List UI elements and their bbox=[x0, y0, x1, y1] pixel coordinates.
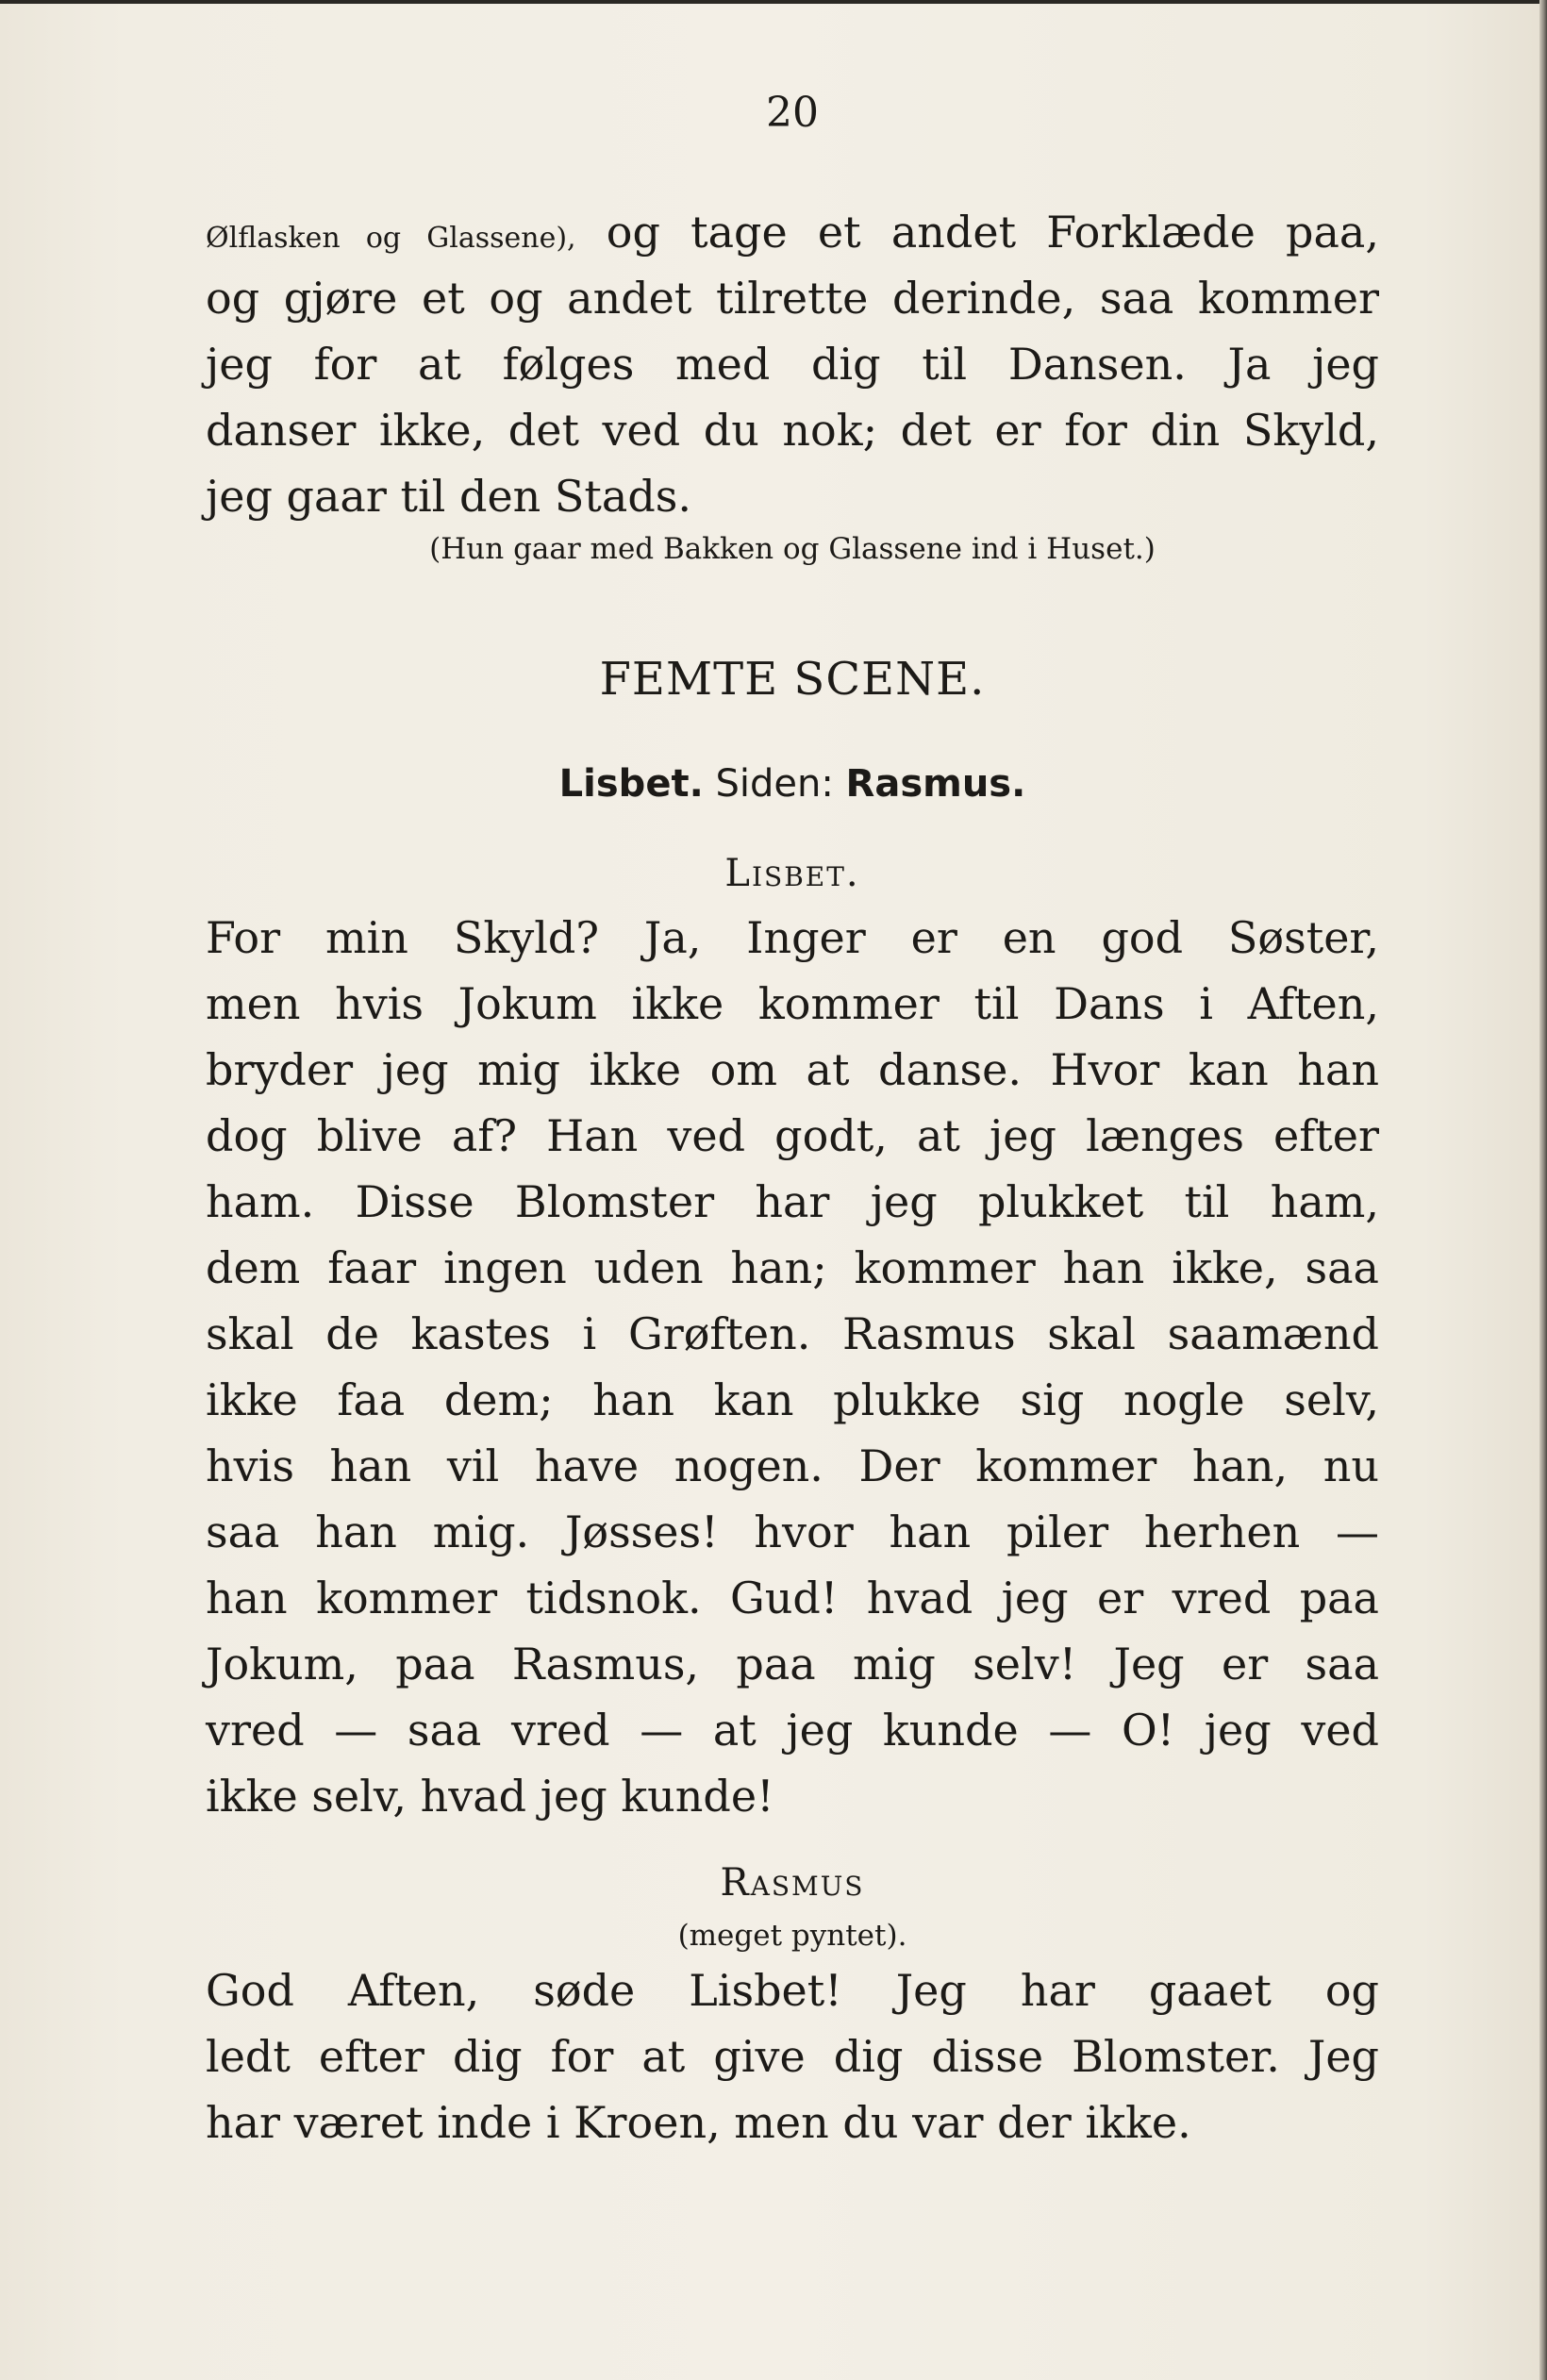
speech-line: skal de kastes i Grøften. Rasmus skal saamænd bbox=[206, 1308, 1379, 1359]
speech-line: saa han mig. Jøsses! hvor han piler herhen — bbox=[206, 1506, 1379, 1557]
speech-line: vred — saa vred — at jeg kunde — O! jeg ved bbox=[206, 1705, 1379, 1756]
opening-line-1 bbox=[206, 204, 1379, 267]
speech-line: har været inde i Kroen, men du var der ikke. bbox=[206, 2097, 1191, 2148]
speech-line: Jokum, paa Rasmus, paa mig selv! Jeg er saa bbox=[206, 1639, 1379, 1689]
opening-line-3: jeg for at følges med dig til Dansen. Ja jeg bbox=[206, 339, 1379, 390]
opening-prefix: Ølflasken og Glassene), bbox=[206, 222, 576, 255]
opening-line-2: og gjøre et og andet tilrette derinde, saa kommer bbox=[206, 273, 1379, 324]
speech-line: For min Skyld? Ja, Inger er en god Søster, bbox=[206, 912, 1379, 963]
page-number: 20 bbox=[766, 89, 819, 137]
speaker-name: Lisbet. bbox=[724, 852, 860, 895]
stage-direction: (Hun gaar med Bakken og Glassene ind i Huset.) bbox=[429, 532, 1156, 566]
page-right-edge bbox=[1539, 0, 1547, 2380]
speech-line: hvis han vil have nogen. Der kommer han, nu bbox=[206, 1440, 1379, 1491]
speaker-name: Rasmus bbox=[720, 1861, 865, 1905]
speech-line: men hvis Jokum ikke kommer til Dans i Aften, bbox=[206, 978, 1379, 1029]
scene-cast bbox=[206, 758, 1379, 809]
speech-line: ham. Disse Blomster har jeg plukket til ham, bbox=[206, 1176, 1379, 1227]
opening-line-5: jeg gaar til den Stads. bbox=[206, 471, 692, 522]
speech-line: ikke faa dem; han kan plukke sig nogle selv, bbox=[206, 1374, 1379, 1425]
speech-line: han kommer tidsnok. Gud! hvad jeg er vred paa bbox=[206, 1573, 1379, 1623]
speech-line: bryder jeg mig ikke om at danse. Hvor kan han bbox=[206, 1044, 1379, 1095]
speech-line: dem faar ingen uden han; kommer han ikke, saa bbox=[206, 1242, 1379, 1293]
speech-line: ikke selv, hvad jeg kunde! bbox=[206, 1771, 774, 1822]
speech-line: dog blive af? Han ved godt, at jeg længes efter bbox=[206, 1110, 1379, 1161]
cast-side-label: Siden: bbox=[715, 762, 834, 806]
cast-side-character: Rasmus. bbox=[845, 762, 1026, 806]
speaker-direction: (meget pyntet). bbox=[677, 1919, 907, 1953]
cast-main-character: Lisbet. bbox=[558, 762, 704, 806]
page-top-edge bbox=[0, 0, 1547, 4]
scene-title: FEMTE SCENE. bbox=[599, 653, 986, 706]
speech-line: God Aften, søde Lisbet! Jeg har gaaet og bbox=[206, 1965, 1379, 2016]
speech-line: ledt efter dig for at give dig disse Blomster. Jeg bbox=[206, 2031, 1379, 2082]
opening-line-4: danser ikke, det ved du nok; det er for din Skyld, bbox=[206, 405, 1379, 456]
opening-first-line-text: og tage et andet Forklæde paa, bbox=[606, 207, 1379, 258]
